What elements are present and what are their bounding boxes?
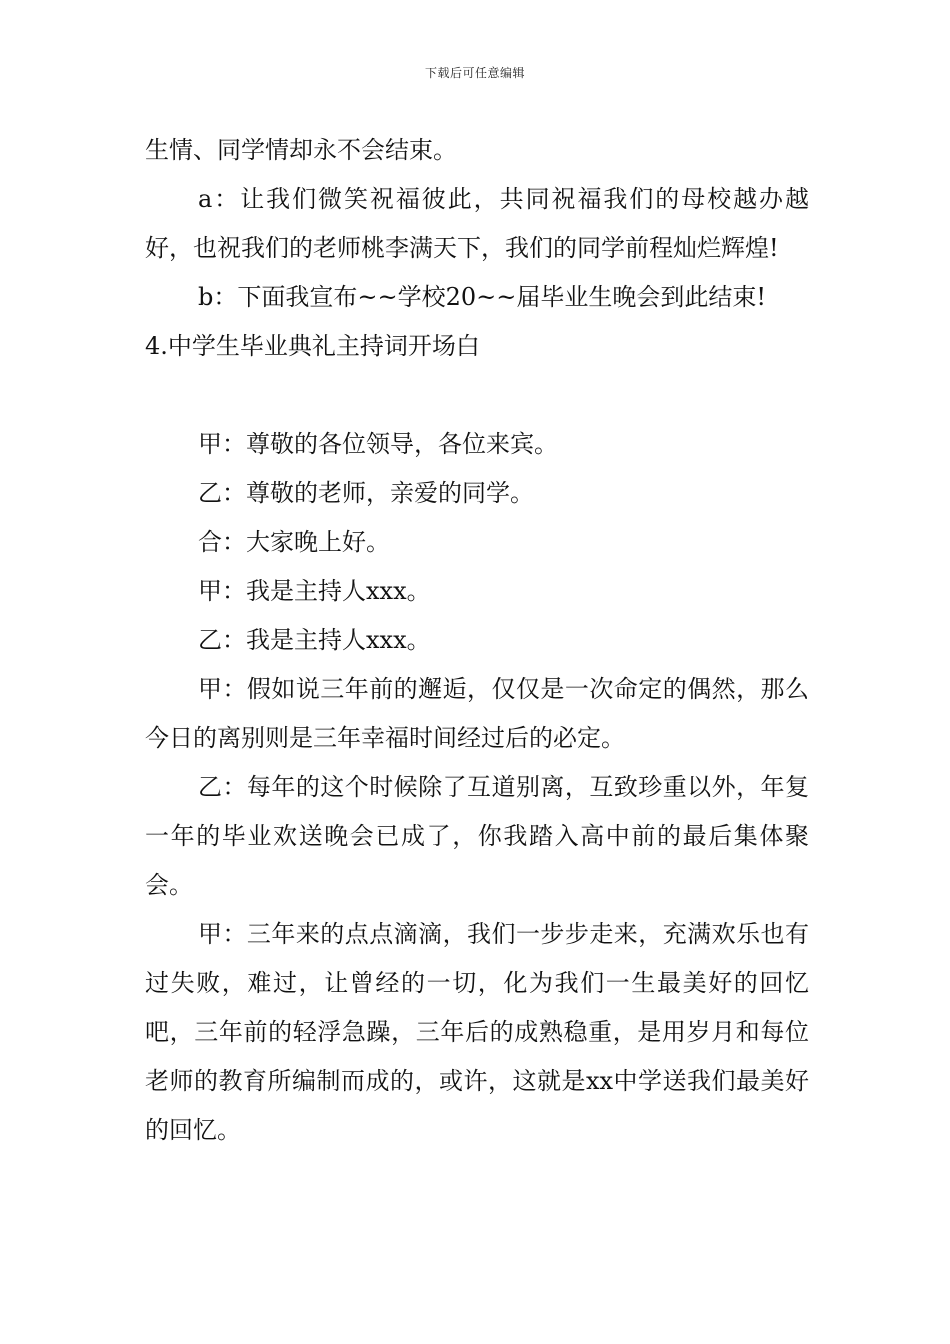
dialogue-line: 乙：每年的这个时候除了互道别离，互致珍重以外，年复一年的毕业欢送晚会已成了，你我踏入高中前的最后集体聚会。	[145, 773, 809, 899]
dialogue-line: 甲：假如说三年前的邂逅，仅仅是一次命定的偶然，那么今日的离别则是三年幸福时间经过后的必定。	[145, 675, 809, 752]
document-body	[145, 126, 809, 1155]
dialogue-line: 合：大家晚上好。	[198, 528, 390, 556]
dialogue-line: 乙：我是主持人xxx。	[198, 626, 431, 654]
paragraph: 生情、同学情却永不会结束。	[145, 136, 457, 164]
paragraph: a：让我们微笑祝福彼此，共同祝福我们的母校越办越好，也祝我们的老师桃李满天下，我们的同学前程灿烂辉煌!	[145, 185, 809, 262]
section-heading: 4.中学生毕业典礼主持词开场白	[145, 332, 480, 360]
dialogue-line: 甲：我是主持人xxx。	[198, 577, 431, 605]
dialogue-line: 甲：三年来的点点滴滴，我们一步步走来，充满欢乐也有过失败，难过，让曾经的一切，化为我们一生最美好的回忆吧，三年前的轻浮急躁，三年后的成熟稳重，是用岁月和每位老师的教育所编制而成的，或许，这就是xx中学送我们最美好的回忆。	[145, 920, 809, 1144]
blank-line	[145, 371, 809, 420]
paragraph: b：下面我宣布~~学校20~~届毕业生晚会到此结束!	[198, 283, 766, 311]
page-header: 下载后可任意编辑	[424, 66, 525, 80]
dialogue-line: 甲：尊敬的各位领导，各位来宾。	[198, 430, 558, 458]
dialogue-line: 乙：尊敬的老师，亲爱的同学。	[198, 479, 534, 507]
